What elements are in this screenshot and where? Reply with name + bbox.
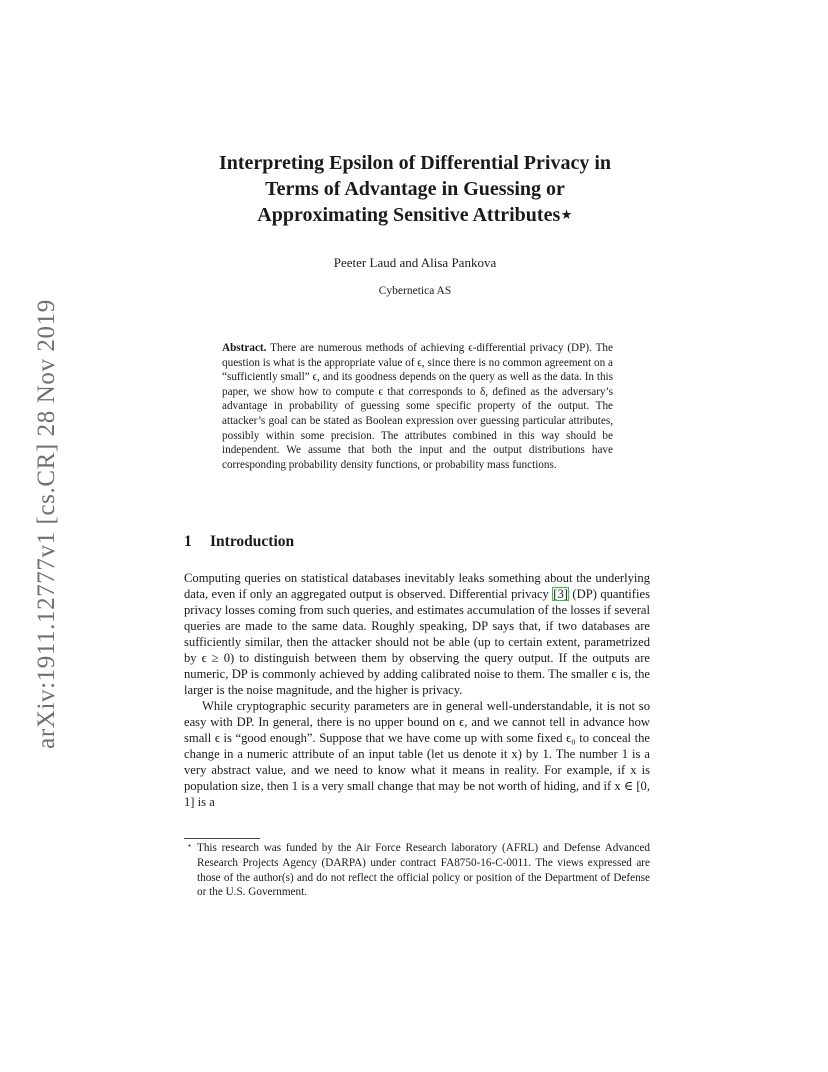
intro-paragraph-1-end: (DP) quantifies privacy losses coming from such queries, and estimates accumulation of the losses if several queries are made to the same data. Roughly speaking, DP says that, if two databases are sufficiently similar, then the attacker should not be able (up to certain extent, parametrized by ϵ ≥ 0) to distinguish between them by observing the query output. If the outputs are numeric, DP is commonly achieved by adding calibrated noise to them. The smaller ϵ is, the larger is the noise magnitude, and the higher is privacy. [184,587,650,697]
paper-affiliation: Cybernetica AS [378,285,452,297]
abstract-label: Abstract. [222,342,267,354]
paper-title [150,150,680,228]
intro-paragraph-1-start: Computing queries on statistical databases inevitably leaks something about the underlying data, even if only an aggregated output is observed. Differential privacy [184,571,650,601]
title-line-2: Terms of Advantage in Guessing or [265,178,565,200]
footnote-marker: ⋆ [187,841,193,850]
section-heading-introduction [184,533,294,551]
introduction-body [184,570,650,810]
section-number: 1 [184,533,192,550]
abstract-block [222,341,613,472]
citation-link[interactable]: [3] [553,587,568,601]
section-title: Introduction [210,533,295,550]
footnote-divider [184,838,260,839]
title-line-1: Interpreting Epsilon of Differential Privacy in [218,152,611,174]
footnote-text: This research was funded by the Air Force Research laboratory (AFRL) and Defense Advanced Research Projects Agency (DARPA) under contract FA8750-16-C-0011. The views expressed are those of the author(s) and do not reflect the official policy or position of the Department of Defense or the U.S. Government. [197,842,650,899]
intro-paragraph-1 [184,570,650,698]
arxiv-sidebar-stamp: arXiv:1911.12777v1 [cs.CR] 28 Nov 2019 [33,299,60,749]
abstract-text: There are numerous methods of achieving ϵ-differential privacy (DP). The question is what is the appropriate value of ϵ, since there is no common agreement on a “sufficiently small” ϵ, and its goodness depends on the query as well as the data. In this paper, we show how to compute ϵ that corresponds to δ, defined as the adversary’s advantage in probability of guessing some specific property of the output. The attacker’s goal can be stated as Boolean expression over guessing particular attributes, possibly within some precision. The attributes combined in this way should be independent. We assume that both the input and the output distributions have corresponding probability density functions, or probability mass functions. [222,342,613,471]
intro-paragraph-2: While cryptographic security parameters are in general well-understandable, it is not so easy with DP. In general, there is no upper bound on ϵ, and we cannot tell in advance how small ϵ is “good enough”. Suppose that we have come up with some fixed ϵ₀ to conceal the change in a numeric attribute of an input table (let us denote it x) by 1. The number 1 is a very abstract value, and we need to know what it means in reality. For example, if x is population size, then 1 is a very small change that may be not worth of hiding, and if x ∈ [0, 1] is a [184,699,650,809]
title-line-3: Approximating Sensitive Attributes⋆ [257,204,573,226]
paper-authors: Peeter Laud and Alisa Pankova [333,255,497,270]
footnote [184,841,650,900]
